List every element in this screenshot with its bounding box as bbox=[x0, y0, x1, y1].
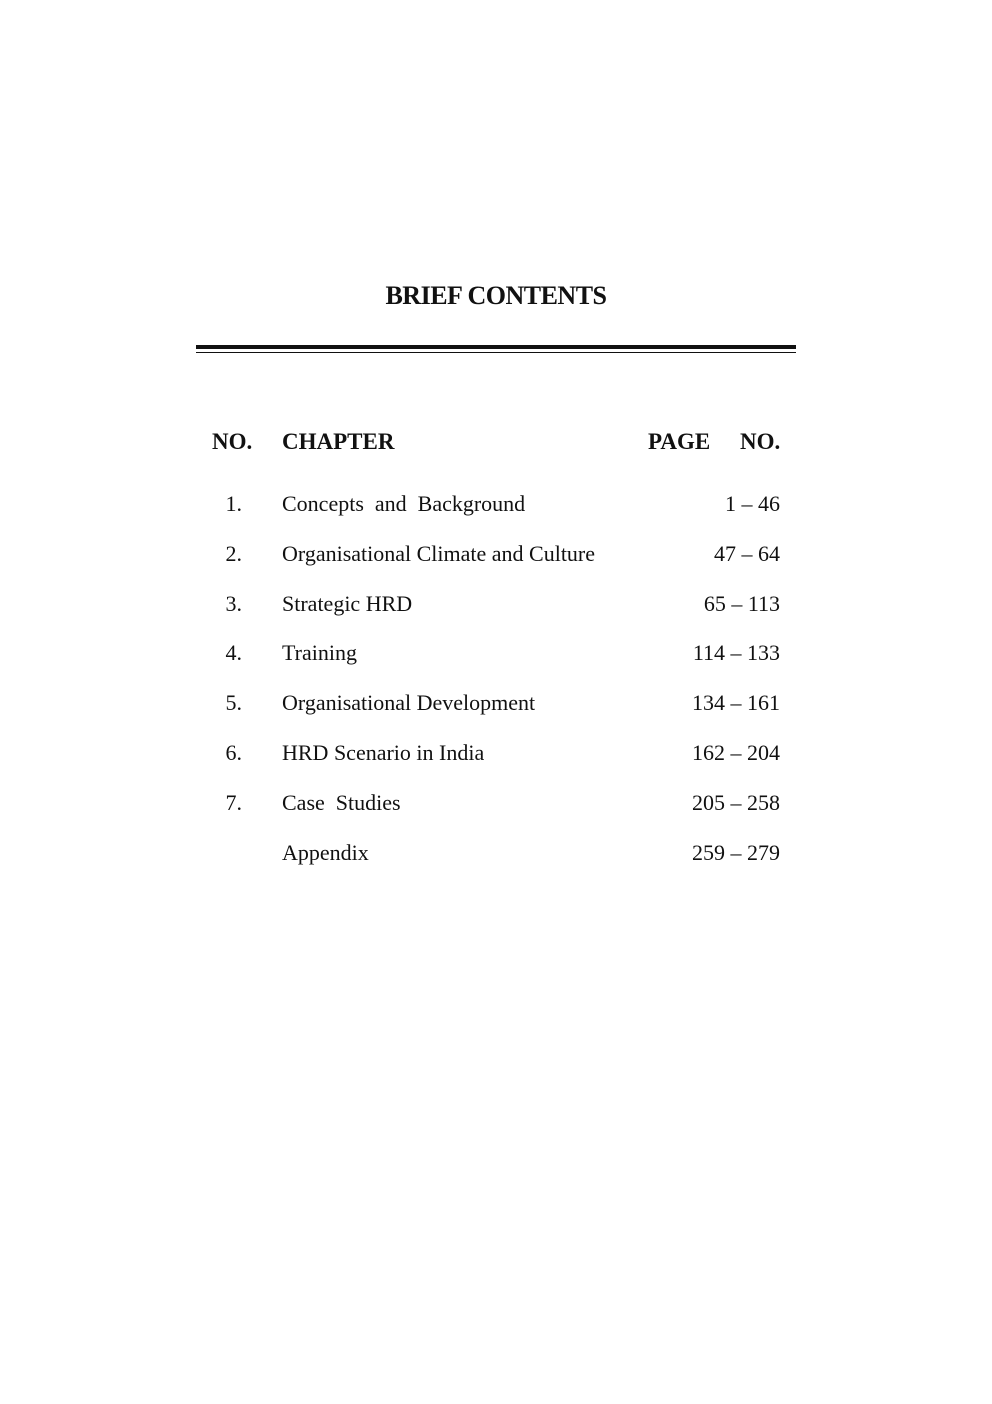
contents-row bbox=[0, 540, 992, 590]
contents-row bbox=[0, 739, 992, 789]
column-header-page: PAGE bbox=[648, 429, 711, 454]
chapter-number: 6. bbox=[225, 739, 242, 765]
page-range: 162 – 204 bbox=[692, 739, 780, 765]
page-range: 205 – 258 bbox=[692, 789, 780, 815]
chapter-number: 4. bbox=[225, 640, 242, 666]
page-range: 65 – 113 bbox=[703, 590, 780, 616]
page-title: BRIEF CONTENTS bbox=[385, 281, 607, 310]
page-range: 134 – 161 bbox=[692, 690, 780, 716]
chapter-title: Training bbox=[282, 640, 357, 666]
contents-row bbox=[0, 689, 992, 739]
contents-row bbox=[0, 639, 992, 689]
column-header-chapter: CHAPTER bbox=[282, 429, 395, 454]
contents-row bbox=[0, 839, 992, 889]
chapter-title: HRD Scenario in India bbox=[282, 739, 485, 765]
chapter-title: Organisational Climate and Culture bbox=[282, 540, 596, 566]
chapter-number: 2. bbox=[225, 540, 242, 566]
chapter-title: Organisational Development bbox=[282, 690, 536, 716]
chapter-title: Concepts and Background bbox=[282, 491, 526, 516]
chapter-title: Case Studies bbox=[282, 789, 401, 815]
page-range: 114 – 133 bbox=[692, 640, 780, 666]
chapter-number: 1. bbox=[225, 491, 242, 516]
column-header-page-no: NO. bbox=[740, 429, 781, 454]
contents-list bbox=[0, 490, 992, 888]
page-range: 47 – 64 bbox=[714, 540, 780, 566]
title-rule-thick bbox=[196, 345, 796, 349]
chapter-title: Appendix bbox=[282, 839, 369, 865]
chapter-title: Strategic HRD bbox=[282, 590, 413, 616]
chapter-number: 7. bbox=[225, 789, 242, 815]
chapter-number: 5. bbox=[225, 690, 242, 716]
page-range: 1 – 46 bbox=[725, 491, 780, 516]
column-header-no: NO. bbox=[212, 429, 253, 454]
chapter-number: 3. bbox=[225, 590, 242, 616]
contents-row bbox=[0, 490, 992, 540]
contents-row bbox=[0, 590, 992, 640]
contents-row bbox=[0, 789, 992, 839]
title-rule-thin bbox=[196, 352, 796, 353]
page-range: 259 – 279 bbox=[692, 839, 780, 865]
